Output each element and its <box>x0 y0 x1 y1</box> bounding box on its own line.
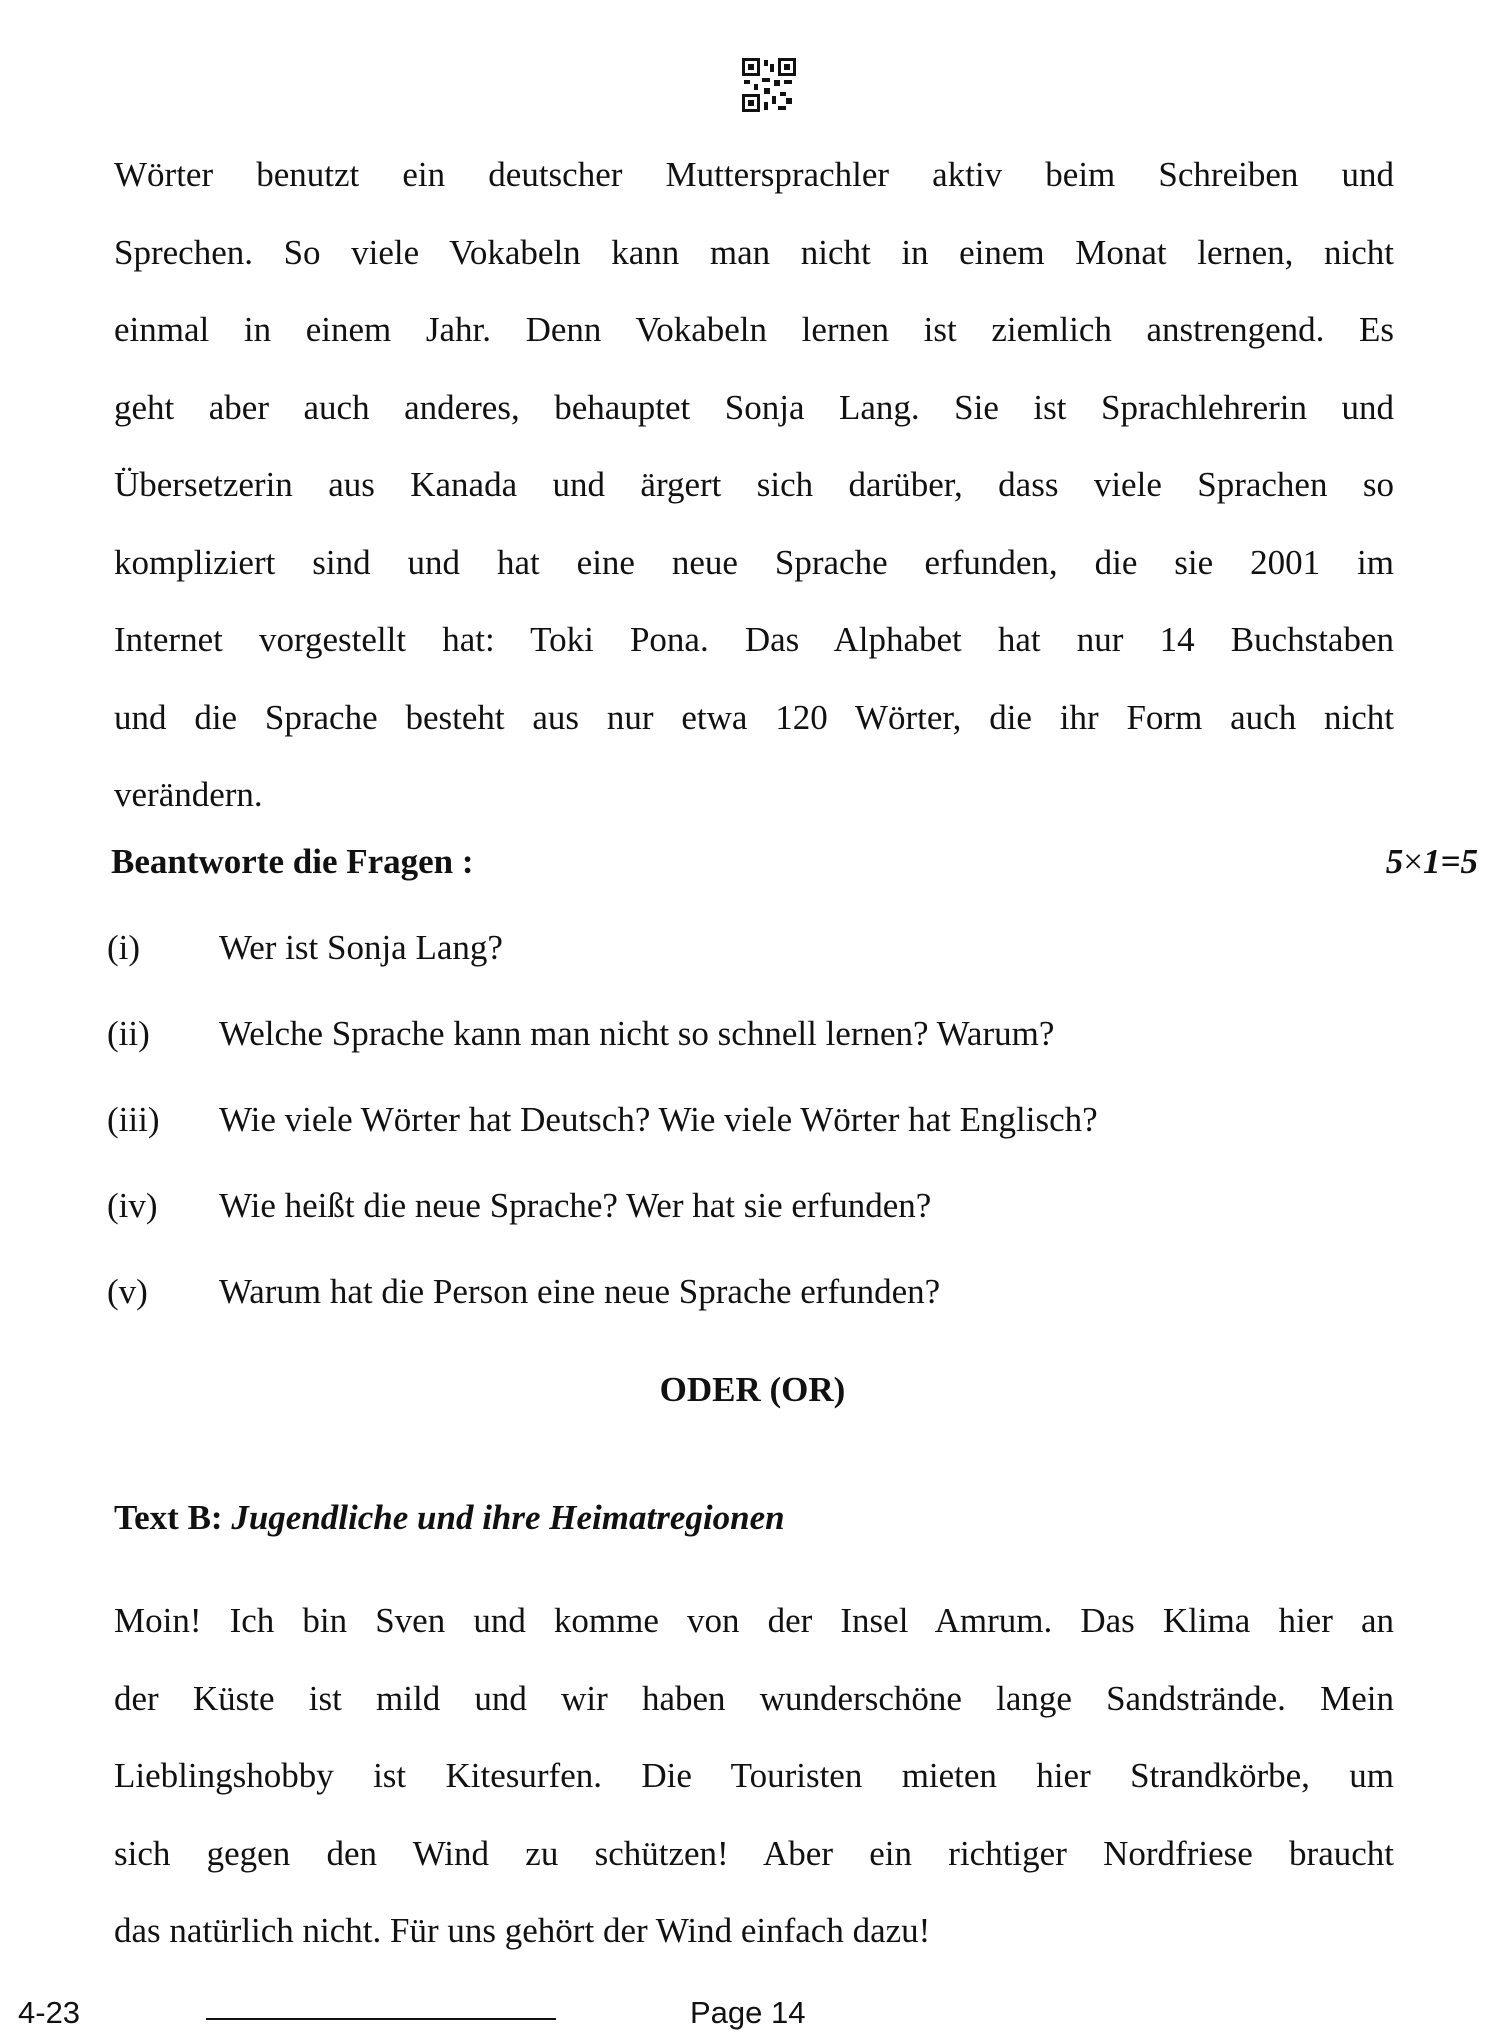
passage-a-line: geht aber auch anderes, behauptet Sonja Lang. Sie ist Sprachlehrerin und <box>114 387 1394 427</box>
passage-a-line: Internet vorgestellt hat: Toki Pona. Das Alphabet hat nur 14 Buchstaben <box>114 620 1394 659</box>
question-number: (i) <box>107 928 141 967</box>
question-number: (iii) <box>107 1100 160 1139</box>
passage-a-line: Wörter benutzt ein deutscher Muttersprachler aktiv beim Schreiben und <box>114 155 1394 194</box>
passage-a-line: verändern. <box>114 775 263 814</box>
question-number: (v) <box>107 1272 148 1311</box>
passage-a-line: einmal in einem Jahr. Denn Vokabeln lernen ist ziemlich anstrengend. Es <box>114 310 1394 349</box>
passage-b-line: Moin! Ich bin Sven und komme von der Insel Amrum. Das Klima hier an <box>114 1601 1394 1640</box>
text-b-heading <box>114 1498 785 1538</box>
qr-code <box>742 58 796 112</box>
text-b-title: Jugendliche und ihre Heimatregionen <box>231 1498 785 1537</box>
questions-heading: Beantworte die Fragen : <box>111 842 474 881</box>
passage-b-line: das natürlich nicht. Für uns gehört der Wind einfach dazu! <box>114 1911 931 1950</box>
page-number: Page 14 <box>690 1995 806 2030</box>
passage-a-line: kompliziert sind und hat eine neue Sprache erfunden, die sie 2001 im <box>114 542 1394 582</box>
footer-divider <box>206 2018 556 2020</box>
marks-allocation: 5×1=5 <box>1385 842 1478 881</box>
passage-a <box>114 136 1394 834</box>
oder-divider: ODER (OR) <box>659 1370 846 1409</box>
passage-a-line: Übersetzerin aus Kanada und ärgert sich darüber, dass viele Sprachen so <box>114 465 1394 504</box>
question-number: (ii) <box>107 1014 150 1053</box>
passage-a-line: Sprechen. So viele Vokabeln kann man nicht in einem Monat lernen, nicht <box>114 232 1394 272</box>
footer-code: 4-23 <box>18 1995 81 2030</box>
question-number: (iv) <box>107 1186 158 1225</box>
passage-b-line: sich gegen den Wind zu schützen! Aber ein richtiger Nordfriese braucht <box>114 1833 1394 1873</box>
passage-b-line: Lieblingshobby ist Kitesurfen. Die Touristen mieten hier Strandkörbe, um <box>114 1756 1394 1795</box>
question-text: Wie viele Wörter hat Deutsch? Wie viele Wörter hat Englisch? <box>219 1100 1098 1139</box>
passage-b-line: der Küste ist mild und wir haben wunderschöne lange Sandstrände. Mein <box>114 1678 1394 1718</box>
question-text: Welche Sprache kann man nicht so schnell lernen? Warum? <box>219 1014 1055 1053</box>
question-text: Wer ist Sonja Lang? <box>219 928 503 967</box>
question-text: Warum hat die Person eine neue Sprache erfunden? <box>219 1272 941 1311</box>
text-b-label: Text B: <box>114 1498 223 1537</box>
question-text: Wie heißt die neue Sprache? Wer hat sie erfunden? <box>219 1186 932 1225</box>
passage-a-line: und die Sprache besteht aus nur etwa 120 Wörter, die ihr Form auch nicht <box>114 697 1394 737</box>
passage-b <box>114 1582 1394 1970</box>
questions-heading-row <box>111 842 1478 892</box>
